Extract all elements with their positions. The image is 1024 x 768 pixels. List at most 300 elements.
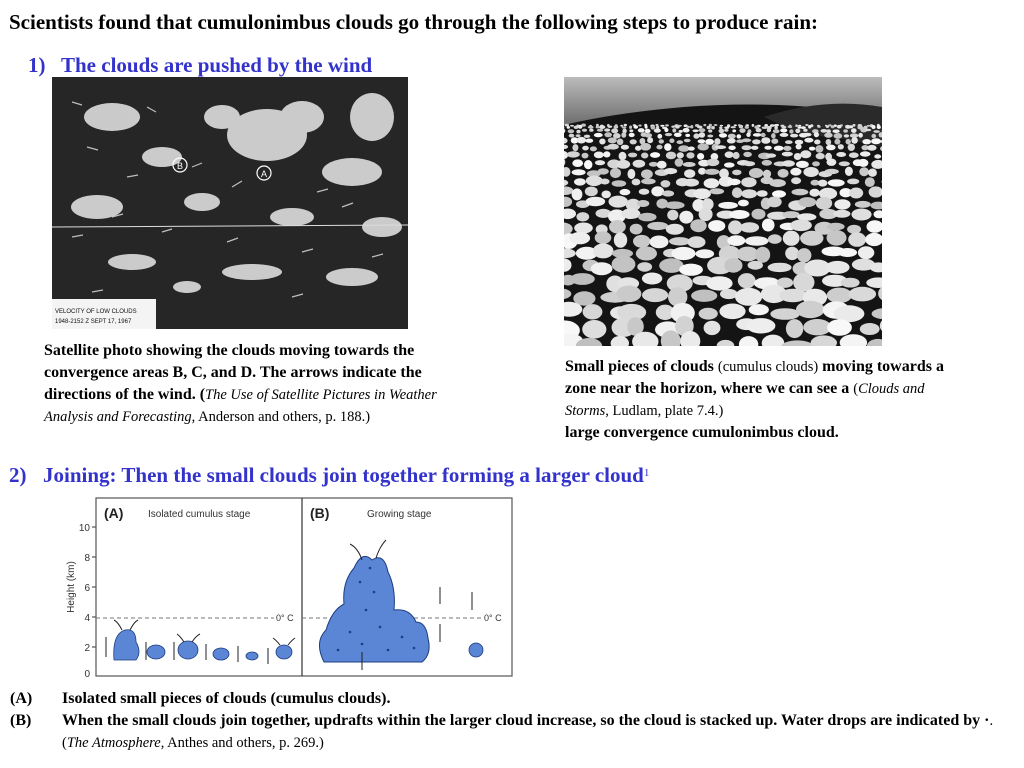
cloud-puff: [766, 153, 776, 157]
cloud-puff: [790, 134, 798, 138]
cloud-puff: [608, 137, 617, 143]
satellite-label-b: B: [176, 161, 184, 171]
cloud-puff: [737, 134, 742, 138]
cloud-puff: [805, 124, 808, 126]
cloud-puff: [703, 124, 706, 126]
cloud-puff: [834, 133, 843, 139]
cloud-puff: [746, 132, 750, 137]
cloud-puff: [860, 323, 880, 335]
cloud-puff: [860, 151, 871, 156]
cloud-puff: [617, 286, 642, 303]
cloud-puff: [767, 197, 782, 208]
cloud-puff: [752, 124, 755, 127]
cloud-puff: [719, 129, 725, 133]
cloud-stage-graphic: [62, 492, 516, 682]
cloud-puff: [845, 167, 853, 176]
cloud-puff: [665, 201, 685, 209]
cloud-puff: [867, 125, 870, 127]
cloud-puff: [761, 137, 770, 144]
cloud-puff: [629, 126, 632, 129]
cloud-puff: [586, 176, 603, 187]
cloud-puff: [812, 161, 820, 166]
cloud-puff: [671, 247, 695, 260]
cloud-puff: [654, 128, 661, 132]
cloud-puff: [871, 138, 881, 144]
cloud-puff: [749, 168, 763, 178]
cloud-puff: [666, 152, 676, 160]
step-1-heading: [28, 52, 372, 78]
cloud-puff: [683, 128, 690, 133]
cloud-puff: [790, 168, 801, 176]
cloud-puff: [612, 256, 636, 273]
cloud-puff: [567, 126, 570, 129]
cloud-puff: [704, 169, 719, 175]
cloud-puff: [725, 151, 734, 158]
cloud-puff: [827, 319, 852, 336]
cloud-puff: [570, 125, 574, 127]
cloud-puff: [734, 124, 737, 126]
cloud-puff: [831, 125, 835, 128]
cloud-puff: [641, 178, 656, 184]
cloud-puff: [742, 145, 752, 150]
cloud-puff: [699, 132, 705, 138]
cloud-puff: [744, 161, 756, 166]
cloud-puff: [633, 235, 650, 248]
note-b-after: . (: [62, 713, 994, 751]
cloud-puff: [741, 177, 756, 187]
cloud-puff: [828, 179, 845, 186]
cloud-puff: [735, 288, 762, 306]
cloud-puff: [609, 220, 626, 233]
cloud-puff: [809, 189, 819, 197]
cloud-puff: [803, 319, 831, 335]
cloud-puff: [667, 210, 678, 221]
satellite-caption: [44, 340, 464, 428]
cloud-puff: [764, 124, 768, 127]
cloud-puff: [690, 219, 706, 232]
panel-a-label: (A): [104, 505, 124, 521]
cloud-puff: [732, 129, 736, 132]
cloud-puff: [719, 304, 745, 320]
cloud-puff: [584, 135, 590, 138]
cloud-puff: [698, 143, 709, 150]
cloud-puff: [693, 188, 711, 199]
cloud-puff: [727, 138, 736, 143]
cloud-puff: [825, 169, 839, 174]
cloud-puff: [568, 129, 574, 133]
cloud-puff: [796, 144, 802, 150]
cloud-puff: [584, 160, 592, 169]
satellite-legend-line-1: VELOCITY OF LOW CLOUDS: [55, 309, 137, 315]
cloud-puff: [569, 134, 575, 138]
cloud-puff: [865, 129, 872, 132]
diagram-tick-4: 4: [84, 613, 90, 624]
cloud-puff: [612, 180, 627, 187]
cloud-puff: [770, 308, 800, 320]
cloud-puff: [622, 126, 627, 128]
cloud-puff: [729, 210, 749, 219]
cumulus-caption-part-1: Small pieces of clouds: [565, 358, 718, 375]
cloud-puff: [650, 236, 669, 249]
cloud-puff: [796, 301, 825, 318]
cloud-puff: [617, 139, 624, 146]
cloud-puff: [720, 289, 738, 299]
cloud-puff: [771, 139, 778, 144]
cloud-puff: [855, 201, 871, 208]
cloud-puff: [838, 144, 844, 149]
cloud-puff: [707, 159, 720, 166]
cloud-puff: [732, 170, 741, 176]
cloud-puff: [637, 200, 649, 207]
cloud-puff: [686, 152, 694, 158]
cloud-puff: [574, 178, 586, 185]
cloud-puff: [783, 231, 800, 246]
cloud-puff: [867, 145, 877, 151]
cloud-puff: [607, 144, 619, 150]
cloud-puff: [826, 139, 832, 145]
cloud-puff: [599, 139, 605, 145]
cloud-puff: [780, 128, 787, 132]
note-b-label: (B): [10, 712, 32, 729]
cloud-puff: [666, 224, 684, 235]
diagram-tick-2: 2: [84, 643, 90, 654]
cloud-puff: [790, 220, 812, 232]
cloud-puff: [728, 179, 741, 186]
cloud-puff: [705, 139, 714, 145]
cloud-puff: [731, 126, 736, 128]
cloud-puff: [638, 213, 656, 222]
cloud-puff: [849, 287, 877, 302]
cloud-puff: [645, 133, 652, 138]
cloud-puff: [708, 129, 712, 132]
cloud-puff: [641, 169, 653, 178]
cloud-puff: [578, 125, 582, 129]
cloud-puff: [685, 134, 690, 137]
cloud-puff: [590, 146, 597, 151]
cloud-puff: [621, 145, 629, 150]
cloud-puff: [779, 289, 807, 302]
cloud-puff: [614, 232, 627, 248]
cloud-puff: [785, 247, 799, 260]
cloud-puff: [791, 177, 801, 184]
cloud-puff: [675, 125, 680, 128]
cloud-puff: [841, 278, 860, 288]
cloud-puff: [621, 132, 626, 138]
cloud-puff: [781, 126, 786, 128]
cloud-puff: [632, 179, 641, 186]
cloud-puff: [801, 126, 806, 129]
satellite-label-a: A: [260, 169, 268, 179]
cloud-puff: [789, 129, 793, 133]
cloud-puff: [738, 273, 756, 288]
cloud-puff: [691, 290, 717, 302]
cloud-puff: [833, 129, 840, 133]
cloud-puff: [798, 197, 816, 207]
cloud-puff: [621, 208, 640, 219]
cloud-puff: [846, 139, 851, 145]
cloud-puff: [611, 128, 618, 133]
cloud-puff: [873, 130, 880, 133]
cloud-puff: [836, 152, 846, 157]
cloud-puff: [877, 125, 881, 129]
cumulus-caption-source: , Ludlam, plate 7.4.): [605, 403, 724, 419]
cloud-puff: [749, 304, 769, 315]
cloud-puff: [751, 146, 759, 150]
cloud-puff: [620, 125, 623, 127]
cumulus-photo-graphic: [564, 77, 882, 346]
cloud-puff: [697, 153, 704, 160]
cloud-puff: [647, 222, 668, 230]
cloud-puff: [745, 236, 769, 245]
cloud-puff: [711, 126, 715, 129]
step-2-heading: [9, 462, 649, 488]
cloud-puff: [688, 147, 695, 151]
cloud-puff: [620, 189, 631, 195]
cloud-puff: [704, 178, 720, 188]
cloud-puff: [572, 188, 583, 200]
cloud-puff: [724, 162, 735, 167]
note-a-label: (A): [10, 690, 33, 707]
cloud-puff: [769, 179, 786, 187]
cloud-puff: [764, 146, 771, 150]
cloud-puff: [798, 125, 801, 127]
cloud-puff: [778, 169, 789, 178]
cloud-puff: [746, 318, 775, 333]
cloud-puff: [800, 231, 823, 246]
note-a-text: Isolated small pieces of clouds (cumulus clouds).: [62, 690, 391, 707]
cumulus-caption-book: Clouds and Storms: [565, 381, 925, 419]
satellite-legend-line-2: 1948-2152 Z SEPT 17, 1967: [55, 319, 132, 325]
cloud-puff: [708, 220, 725, 232]
cloud-puff: [567, 151, 580, 157]
cloud-puff: [603, 151, 610, 157]
panel-b-label: (B): [310, 505, 330, 521]
note-b: [10, 710, 1020, 754]
cloud-puff: [686, 126, 690, 128]
cloud-puff: [833, 210, 850, 218]
cloud-puff: [753, 133, 762, 137]
cloud-puff: [707, 135, 713, 138]
cloud-puff: [739, 125, 743, 129]
cloud-puff: [637, 262, 652, 272]
cloud-puff: [843, 129, 848, 133]
cloud-puff: [847, 225, 861, 234]
cloud-stage-diagram: [62, 492, 516, 682]
cloud-puff: [816, 197, 832, 210]
page-heading: Scientists found that cumulonimbus clouds go through the following steps to produce rain:: [9, 10, 819, 34]
cloud-puff: [677, 140, 684, 144]
cloud-puff: [684, 169, 695, 178]
cloud-puff: [672, 128, 676, 132]
cloud-puff: [782, 160, 795, 166]
cloud-puff: [858, 159, 868, 167]
cloud-puff: [803, 129, 807, 132]
cloud-puff: [783, 146, 791, 151]
cloud-puff: [816, 153, 825, 159]
cloud-puff: [728, 134, 736, 139]
cloud-puff: [656, 145, 662, 150]
cloud-puff: [815, 145, 823, 153]
cloud-puff: [683, 162, 696, 167]
cloud-puff: [572, 169, 586, 175]
cloud-puff: [808, 125, 811, 129]
cloud-puff: [683, 179, 699, 187]
cloud-puff: [839, 161, 850, 166]
cloud-puff: [645, 129, 651, 133]
cloud-puff: [636, 247, 657, 261]
cloud-puff: [782, 152, 793, 157]
cloud-puff: [684, 139, 691, 143]
cloud-puff: [655, 124, 658, 126]
cloud-puff: [827, 223, 845, 231]
step-2-number: 2): [9, 463, 27, 487]
cloud-puff: [742, 138, 752, 142]
cloud-puff: [706, 276, 733, 290]
cloud-puff: [650, 152, 660, 158]
note-b-source: , Anthes and others, p. 269.): [160, 735, 324, 751]
panel-b-freezing-label: 0° C: [484, 613, 502, 623]
cloud-puff: [709, 188, 724, 194]
cloud-puff: [630, 224, 643, 235]
cloud-puff: [574, 126, 579, 129]
cloud-puff: [570, 273, 595, 285]
cloud-puff: [768, 263, 792, 272]
cloud-puff: [756, 128, 762, 132]
cloud-puff: [865, 177, 875, 187]
cloud-puff: [851, 209, 871, 221]
cloud-puff: [614, 125, 619, 128]
cloud-puff: [733, 152, 740, 159]
cloud-puff: [826, 145, 836, 151]
cloud-puff: [774, 146, 784, 151]
cloud-puff: [838, 248, 857, 257]
cloud-puff: [814, 132, 819, 137]
cloud-puff: [849, 188, 863, 199]
cloud-puff: [874, 154, 881, 158]
cloud-puff: [634, 125, 638, 128]
cloud-puff: [868, 169, 877, 177]
cumulus-caption-part-2: moving towards a zone near the horizon, where we can see a: [565, 358, 944, 397]
cloud-puff: [576, 134, 581, 137]
cloud-puff: [738, 200, 749, 207]
cloud-puff: [609, 196, 628, 208]
cloud-puff: [604, 128, 610, 131]
cloud-puff: [741, 189, 757, 198]
cloud-puff: [589, 129, 593, 132]
cloud-puff: [669, 237, 690, 245]
diagram-tick-6: 6: [84, 583, 90, 594]
cloud-puff: [871, 134, 876, 138]
cloud-puff: [678, 145, 689, 152]
cloud-puff: [572, 144, 578, 151]
cloud-puff: [679, 211, 693, 224]
step-1-text: The clouds are pushed by the wind: [61, 53, 373, 77]
diagram-tick-8: 8: [84, 553, 90, 564]
cloud-puff: [849, 125, 853, 128]
cloud-puff: [639, 189, 650, 195]
cloud-puff: [628, 169, 636, 179]
cloud-puff: [728, 146, 735, 151]
cloud-puff: [814, 140, 820, 145]
cloud-puff: [748, 261, 763, 270]
cloud-puff: [660, 125, 664, 127]
cloud-puff: [848, 232, 866, 246]
cloud-puff: [714, 124, 718, 126]
cloud-puff: [743, 152, 752, 157]
cloud-puff: [847, 179, 859, 185]
note-b-text-wrap: [62, 710, 1020, 754]
cumulus-caption-source-open: (: [853, 381, 859, 397]
cloud-puff: [572, 159, 583, 167]
cloud-puff: [792, 189, 809, 196]
cloud-puff: [604, 132, 612, 137]
cloud-puff: [649, 162, 658, 167]
cloud-puff: [752, 139, 761, 144]
cloud-puff: [788, 126, 793, 129]
cloud-puff: [651, 186, 664, 196]
cloud-puff: [693, 133, 699, 138]
cloud-puff: [804, 138, 813, 143]
cloud-puff: [699, 128, 706, 132]
cloud-puff: [718, 202, 738, 209]
cloud-puff: [761, 133, 766, 137]
cloud-puff: [591, 262, 613, 275]
cloud-puff: [642, 288, 668, 302]
cloud-puff: [837, 125, 842, 129]
cloud-puff: [629, 133, 635, 137]
cloud-puff: [872, 125, 876, 129]
note-b-text: When the small clouds join together, updrafts within the larger cloud increase, so the cloud is stacked up. Water drops are indicated by: [62, 712, 985, 729]
cloud-puff: [824, 133, 832, 138]
satellite-photo: [52, 77, 408, 329]
cloud-puff: [594, 152, 604, 159]
panel-b-title: Growing stage: [367, 509, 432, 520]
cloud-puff: [598, 168, 609, 174]
cumulus-caption: [565, 356, 965, 444]
cloud-puff: [834, 199, 850, 209]
panel-a-title: Isolated cumulus stage: [148, 509, 251, 520]
cloud-puff: [858, 133, 863, 138]
cloud-puff: [576, 130, 580, 134]
cloud-puff: [616, 160, 630, 169]
cloud-puff: [577, 137, 587, 144]
cloud-puff: [844, 134, 849, 137]
note-a: [10, 688, 1020, 710]
cloud-puff: [771, 133, 776, 139]
cloud-puff: [602, 191, 611, 199]
cloud-puff: [795, 124, 798, 127]
cloud-puff: [574, 223, 593, 234]
cloud-puff: [825, 261, 849, 274]
cloud-puff: [586, 197, 606, 206]
cloud-puff: [674, 133, 682, 137]
cloud-puff: [774, 124, 779, 126]
cloud-puff: [675, 158, 684, 167]
cloud-puff: [818, 180, 828, 187]
panel-a-freezing-label: 0° C: [276, 613, 294, 623]
cloud-puff: [610, 168, 621, 178]
cloud-puff: [858, 246, 874, 259]
cloud-puff: [582, 146, 589, 151]
cloud-puff: [851, 137, 858, 144]
cloud-puff: [657, 134, 662, 139]
cloud-puff: [669, 138, 674, 143]
cloud-puff: [817, 126, 820, 128]
cloud-puff: [690, 126, 693, 129]
cloud-puff: [688, 236, 706, 248]
step-1-number: 1): [28, 53, 46, 77]
satellite-caption-source: , Anderson and others, p. 188.): [191, 409, 371, 425]
